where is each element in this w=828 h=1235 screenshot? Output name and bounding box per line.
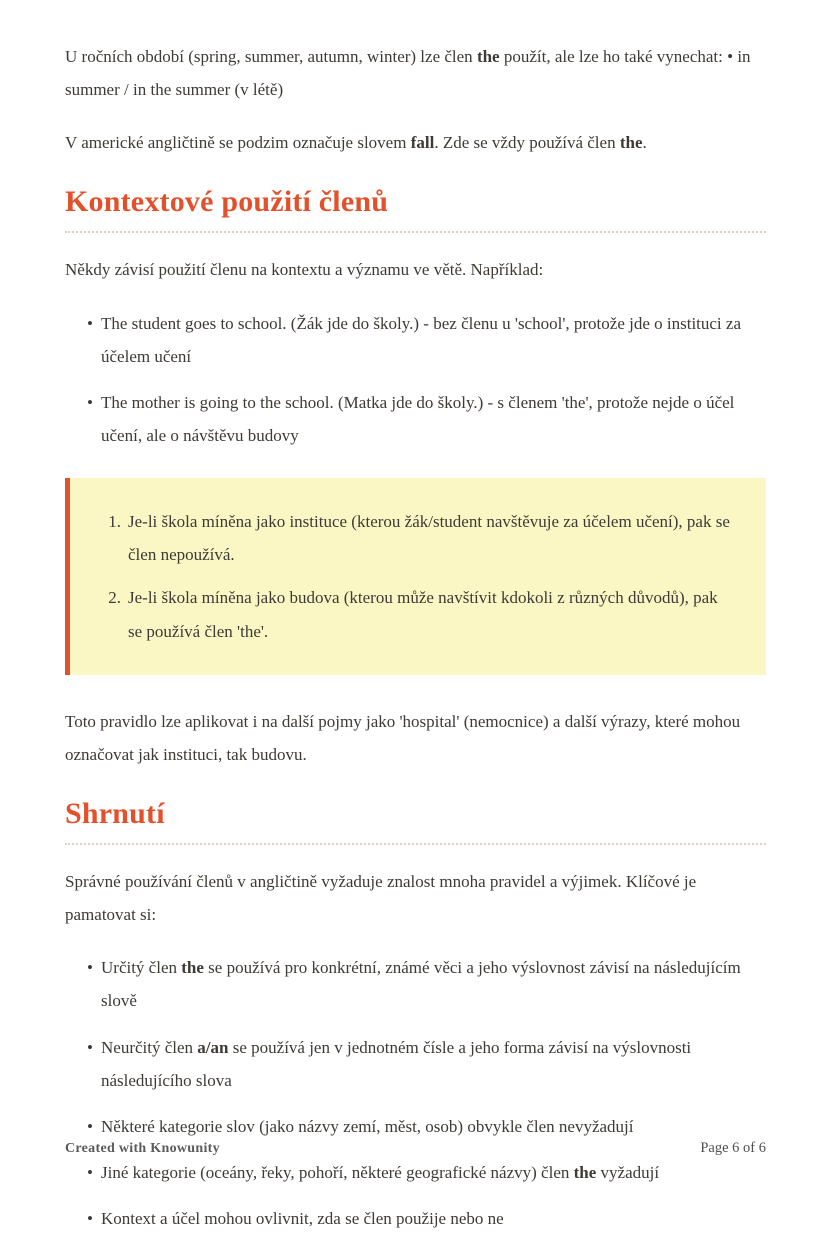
rule-callout-item: [88, 581, 736, 647]
summary-bullet-list: [65, 951, 766, 1235]
summary-bullet-post: se používá pro konkrétní, známé věci a jeho výslovnost závisí na následujícím slově: [101, 958, 741, 1011]
after-callout-paragraph: Toto pravidlo lze aplikovat i na další pojmy jako 'hospital' (nemocnice) a další výrazy, které mohou označovat jak instituci, tak budovu.: [65, 711, 741, 764]
summary-bullet-bold: a/an: [197, 1037, 229, 1057]
summary-bullet-bold: the: [573, 1162, 597, 1182]
summary-bullet-context: [65, 1202, 766, 1235]
context-bullet-student: • The student goes to school. (Žák jde do školy.) - bez členu u 'school', protože jde o instituci za účelem učení: [65, 307, 766, 373]
context-section-lead: Někdy závisí použití členu na kontextu a významu ve větě. Například:: [65, 260, 544, 280]
footer-page-number: Page 6 of 6: [700, 1140, 766, 1156]
rule-callout-box: [65, 478, 766, 675]
intro-paragraph-fall: [65, 126, 766, 159]
summary-bullet-no-article-categories: [65, 1110, 766, 1143]
summary-bullet-bold: the: [181, 958, 204, 978]
summary-bullet-pre: Určitý člen: [101, 958, 182, 978]
summary-bullet-the-required-categories: [65, 1156, 766, 1189]
rule-callout-text: Je-li škola míněna jako instituce (kterou žák/student navštěvuje za účelem učení), pak se člen nepoužívá.: [128, 512, 730, 565]
footer-branding: Created with Knowunity: [65, 1141, 220, 1156]
intro-p1-pre: U ročních období (spring, summer, autumn, winter) lze člen: [65, 47, 477, 66]
page-footer: [65, 1140, 766, 1157]
summary-bullet-pre: Kontext a účel mohou ovlivnit, zda se člen použije nebo ne: [101, 1209, 504, 1229]
context-bullet-mother: • The mother is going to the school. (Matka jde do školy.) - s členem 'the', protože nejde o účel učení, ale o návštěvu budovy: [65, 386, 766, 452]
summary-bullet-indefinite-article: [65, 1031, 766, 1097]
intro-p2-pre: V americké angličtině se podzim označuje slovem: [65, 133, 411, 153]
rule-callout-text: Je-li škola míněna jako budova (kterou může navštívit kdokoli z různých důvodů), pak se používá člen 'the'.: [128, 588, 718, 641]
intro-p2-post: .: [642, 133, 647, 153]
intro-p2-mid: . Zde se vždy používá člen: [434, 133, 620, 153]
summary-bullet-pre: Některé kategorie slov (jako názvy zemí, měst, osob) obvykle člen nevyžadují: [101, 1116, 634, 1136]
summary-bullet-post: vyžadují: [596, 1162, 660, 1182]
context-section-title: Kontextové použití členů: [65, 185, 766, 233]
intro-p2-bold-fall: fall: [410, 133, 435, 153]
summary-bullet-definite-article: [65, 951, 766, 1017]
intro-p1-bold-the: the: [476, 47, 500, 66]
intro-p1-post: použít, ale lze ho také vynechat: • in summer / in the summer (v létě): [65, 47, 751, 100]
intro-paragraph-seasons: [65, 40, 766, 106]
summary-bullet-pre: Jiné kategorie (oceány, řeky, pohoří, některé geografické názvy) člen: [101, 1162, 574, 1182]
summary-section-lead: Správné používání členů v angličtině vyžaduje znalost mnoha pravidel a výjimek. Klíčové je pamatovat si:: [65, 871, 697, 925]
summary-section-title: Shrnutí: [65, 797, 766, 845]
context-bullet-list: [65, 307, 766, 453]
rule-callout-number: 2.: [108, 588, 121, 608]
summary-bullet-post: se používá jen v jednotném čísle a jeho forma závisí na výslovnosti následujícího slova: [101, 1037, 692, 1090]
rule-callout-number: 1.: [108, 512, 121, 532]
summary-bullet-pre: Neurčitý člen: [101, 1037, 198, 1057]
rule-callout-item: [88, 505, 736, 571]
intro-p2-bold-the: the: [619, 133, 643, 153]
rule-callout-list: [88, 505, 736, 648]
